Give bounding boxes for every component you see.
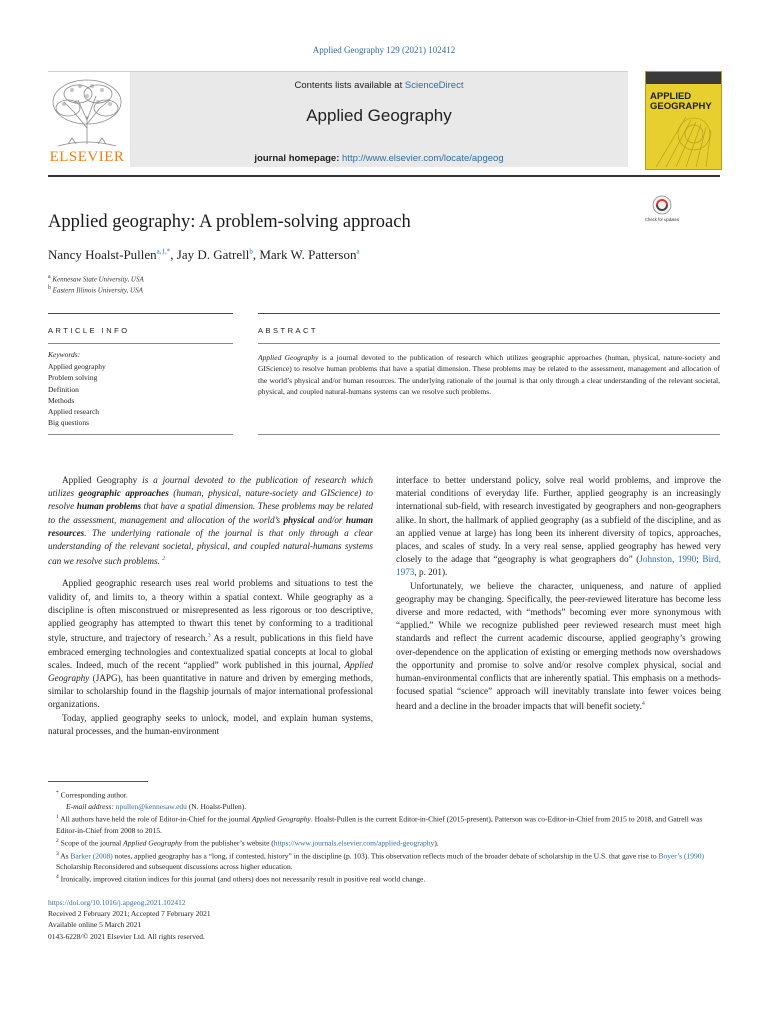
keyword: Definition: [48, 384, 79, 394]
abstract-heading: ABSTRACT: [258, 326, 319, 335]
footnote-divider: [48, 781, 148, 782]
keyword: Applied research: [48, 407, 100, 417]
check-for-updates-icon[interactable]: [645, 194, 679, 228]
footnote-ref[interactable]: 4: [641, 701, 645, 708]
cover-title: APPLIED GEOGRAPHY: [650, 91, 712, 112]
article-metadata: [48, 897, 211, 942]
corresponding-author-note: * Corresponding author.: [56, 790, 128, 800]
check-for-updates-label: Check for updates: [645, 217, 679, 222]
footnote-3: $^3$ As Barker (2008) notes, applied geography has a “long, if contested, history” in the discipline (p. 103). This observation reflects much of the broader debate of scholarship in the U.S. that gave rise to Boyer’s (1990) Scholarship Reconsidered and subsequent discussions across higher education.: [56, 850, 704, 872]
footnote-1: $^1$ All authors have held the role of Editor-in-Chief for the journal Applied Geography. Hoalst-Pullen is the current Editor-in-Chief (2015-present), Patterson was co-Editor-in-Chief from 2015 to 2018, and Gatrell was Editor-in-Chief from 2008 to 2015.: [56, 813, 703, 835]
divider: [258, 313, 720, 314]
article-title: Applied geography: A problem-solving approach: [48, 212, 411, 232]
reference-link[interactable]: Johnston, 1990: [639, 554, 697, 565]
author-affiliation-marks[interactable]: a,1,*: [156, 247, 171, 256]
scope-paragraph: Applied Geography is a journal devoted to the publication of research which utilizes geographic approaches (human, physical, nature-society and GIScience) to resolve human problems that have a spatial dimension. These problems may be related to the assessment, management and allocation of the world’s physical and/or human resources. The underlying rationale of the journal is that only through a clear understanding of the relevant societal, physical, and coupled natural-humans systems can we resolve such problems. $^2$: [48, 475, 373, 567]
copyright-line: 0143-6228/© 2021 Elsevier Ltd. All rights reserved.: [48, 931, 205, 941]
body-paragraph: Applied geographic research uses real world problems and situations to test the validity of, and limits to, a theory within a spatial context. While geography as a discipline is often misconstrued or misrepresented as less rigorous or too descriptive, applied geography has attempted to thwart this tenet by conforming to a traditional style, structure, and trajectory of research.$^3$ As a result, publications in this field have embraced emerging technologies and contextualized spatial concepts at local to global scales. Indeed, much of the recent “applied” work published in this journal, Applied Geography (JAPG), has been quantitative in nature and driven by emerging methods, similar to scholarship found in the flagship journals of major international professional organizations.: [48, 578, 374, 710]
email-note: E-mail address: npullen@kennesaw.edu (N. Hoalst-Pullen).: [66, 801, 247, 811]
journal-citation[interactable]: Applied Geography 129 (2021) 102412: [312, 45, 456, 55]
body-paragraph: Unfortunately, we believe the character, uniqueness, and nature of applied geography may be changing. Specifically, the peer-reviewed literature has become less diverse and more redacted, with “methods” becoming ever more synonymous with “applied.” While we recognize published peer reviewed research must meet high standards and reflect the current academic discourse, applied geography’s growing over-dependence on the application of existing or emerging methods now overshadows the opportunity and promise to solve and/or resolve complex physical, social and human-environmental conflicts that are inherently spatial. This emphasis on a methods-focused spatial “science” approach will inevitably translate into fewer voices being heard and a decline in the broader impacts that will benefit society.$^4$: [396, 580, 721, 712]
author-name[interactable]: Jay D. Gatrell: [176, 247, 250, 262]
reference-link[interactable]: Barker (2008): [70, 851, 113, 861]
abstract-journal-name: Applied Geography: [258, 353, 319, 362]
contents-prefix: Contents lists available at: [294, 80, 405, 91]
author-list: Nancy Hoalst-Pullen$^{a,1,*}$, Jay D. Gatrell$^b$, Mark W. Patterson$^a$: [48, 247, 360, 262]
keyword: Methods: [48, 395, 75, 405]
keyword: Applied geography: [48, 362, 106, 371]
author-name[interactable]: Nancy Hoalst-Pullen: [48, 247, 157, 262]
abstract-text: Applied Geography is a journal devoted to the publication of research which utilizes geographic approaches (human, physical, nature-society and GIScience) to resolve human problems that have a spatial dimension. These problems may be related to the assessment, management and allocation of the world’s physical and/or human resources. The underlying rationale of the journal is that only through a clear understanding of the relevant societal, physical, and coupled natural-humans systems can we resolve such problems.: [258, 353, 720, 396]
journal-title: Applied Geography: [306, 106, 452, 125]
keyword-list: [48, 361, 106, 429]
footnote-4: $^4$ Ironically, improved citation indices for this journal (and others) does not necessarily result in positive real world change.: [56, 874, 426, 884]
divider: [48, 434, 233, 435]
homepage-link[interactable]: http://www.elsevier.com/locate/apgeog: [342, 153, 504, 164]
affiliation: $^b$ Eastern Illinois University, USA: [48, 285, 143, 295]
divider: [48, 343, 233, 344]
footnote-ref[interactable]: 2: [162, 556, 166, 563]
journal-homepage-line: [130, 153, 628, 164]
received-accepted-dates: Received 2 February 2021; Accepted 7 February 2021: [48, 909, 211, 919]
author-affiliation-marks[interactable]: a: [356, 247, 360, 256]
body-column-right: [396, 474, 721, 714]
author-name[interactable]: Mark W. Patterson: [259, 247, 357, 262]
contents-available-line: [130, 80, 628, 91]
available-online-date: Available online 5 March 2021: [48, 920, 142, 930]
publisher-scope-link[interactable]: https://www.journals.elsevier.com/applied-geography: [273, 838, 435, 848]
footnote-2: $^2$ Scope of the journal Applied Geography from the publisher’s website (https://www.journals.elsevier.com/applied-geography).: [56, 837, 439, 848]
divider: [48, 313, 233, 314]
homepage-label: journal homepage:: [254, 153, 340, 164]
doi-link[interactable]: https://doi.org/10.1016/j.apgeog.2021.102412: [48, 898, 186, 907]
paragraph-gap: [48, 568, 373, 577]
reference-link[interactable]: Boyer’s (1990): [658, 851, 704, 861]
body-column-left: [48, 474, 373, 738]
cover-graphic-icon: [646, 72, 721, 169]
divider: [258, 343, 720, 344]
sciencedirect-link[interactable]: ScienceDirect: [404, 80, 464, 91]
divider: [258, 434, 720, 435]
article-info-heading: ARTICLE INFO: [48, 326, 130, 335]
author-affiliation-marks[interactable]: b: [249, 247, 253, 256]
header-top-rule: [48, 71, 628, 72]
reference-link[interactable]: Bird, 1973: [396, 554, 721, 578]
elsevier-wordmark[interactable]: ELSEVIER: [49, 149, 125, 165]
journal-cover-thumbnail[interactable]: [645, 71, 722, 170]
footnotes: [48, 788, 720, 885]
footnote-ref[interactable]: 3: [207, 633, 211, 640]
header-bottom-rule: [48, 175, 720, 177]
keyword: Problem solving: [48, 373, 98, 383]
affiliation: $^a$ Kennesaw State University, USA: [48, 274, 144, 284]
keyword: Big questions: [48, 418, 90, 428]
email-link[interactable]: npullen@kennesaw.edu: [115, 801, 187, 811]
keywords-label: Keywords:: [48, 350, 81, 359]
body-paragraph: interface to better understand policy, solve real world problems, and improve the material conditions of everyday life. Further, applied geography is an increasingly international sub-field, with research investigated by geographers and non-geographers alike. In short, the hallmark of applied geography (as a subfield of the discipline, and as an applied venue at large) has long been its inherent diversity of topics, approaches, places, and scales of study. In a very real sense, applied geography has hewed very closely to the adage that “geography is what geographers do” (Johnston, 1990; Bird, 1973, p. 201).: [396, 475, 721, 578]
body-paragraph: Today, applied geography seeks to unlock, model, and explain human systems, natural processes, and the human-environment: [48, 712, 373, 736]
